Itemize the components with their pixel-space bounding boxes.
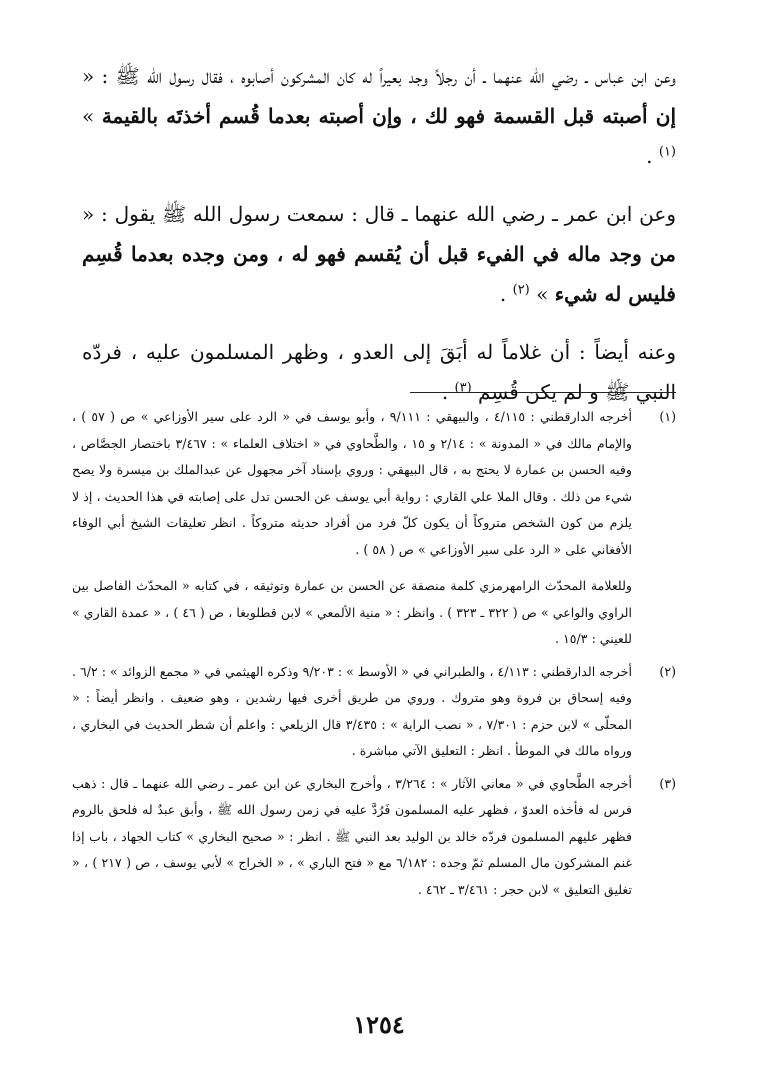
footnote-2 bbox=[72, 659, 676, 765]
footnote-ref-1[interactable]: (١) bbox=[658, 144, 676, 160]
p2-close-quote: » bbox=[536, 282, 555, 306]
main-text bbox=[82, 56, 676, 430]
footnote-subparagraph: وللعلامة المحدّث الرامهرمزي كلمة منصفة عن الحسن بن عمارة وتوثيقه ، في كتابه « المحدّث الفاصل بين الراوي والواعي » ص ( ٣٢٢ ـ ٣٢٣ ) . وانظر : « منية الألمعي » لابن قطلوبغا ، ص ( ٤٦ ) ، « عمدة القاري » للعيني : ١٥/٣ . bbox=[72, 578, 632, 646]
p2-tail: . bbox=[499, 282, 513, 306]
p1-close-quote: » bbox=[82, 104, 102, 128]
footnote-number: (٣) bbox=[659, 775, 676, 791]
footnote-ref-2[interactable]: (٢) bbox=[512, 282, 530, 298]
footnotes bbox=[72, 404, 676, 909]
footnote-divider bbox=[410, 392, 676, 393]
footnote-ref-3[interactable]: (٣) bbox=[454, 380, 472, 396]
footnote-number: (٢) bbox=[659, 663, 676, 679]
footnote-text: أخرجه الطَّحاوي في « معاني الآثار » : ٣/٢٦٤ ، وأخرج البخاري عن ابن عمر ـ رضي الله عنهما ـ قال : ذهب فرس له فأخذه العدوّ ، فظهر عليه المسلمون فَرُدَّ عليه في زمن رسول الله ﷺ ، وأبق عبدٌ له فلحق بالروم فظهر عليهم المسلمون فردّه خالد بن الوليد بعد النبي ﷺ . انظر : « صحيح البخاري » كتاب الجهاد ، باب إذا غنم المشركون مال المسلم ثمّ وجده : ٦/١٨٢ مع « فتح الباري » ، « الخراج » لأبي يوسف ، ص ( ٢١٧ ) ، « تغليق التعليق » لابن حجر : ٣/٤٦١ ـ ٤٦٢ . bbox=[72, 775, 633, 897]
p2-intro: وعن ابن عمر ـ رضي الله عنهما ـ قال : سمعت رسول الله ﷺ يقول : « bbox=[82, 202, 676, 226]
footnote-text: أخرجه الدارقطني : ٤/١١٣ ، والطبراني في « الأوسط » : ٩/٢٠٣ وذكره الهيثمي في « مجمع الزوائد » : ٦/٢ . وفيه إسحاق بن فروة وهو متروك . وروي من طريق أخرى فيها رشدين ، وهو ضعيف . وانظر أيضاً : « المحلّى » لابن حزم : ٧/٣٠١ ، « نصب الراية » : ٣/٤٣٥ قال الزيلعي : واعلم أن شطر الحديث في البخاري ، ورواه مالك في الموطأ . انظر : التعليق الآتي مباشرة . bbox=[72, 663, 632, 758]
paragraph-3 bbox=[82, 332, 676, 412]
footnote-text: أخرجه الدارقطني : ٤/١١٥ ، والبيهقي : ٩/١١١ ، وأبو يوسف في « الرد على سير الأوزاعي » ص ( ٥٧ ) ، والإمام مالك في « المدونة » : ٢/١٤ و ١٥ ، والطَّحاوي في « اختلاف العلماء » : ٣/٤٦٧ باختصار الجصَّاص ، وفيه الحسن بن عمارة لا يحتج به ، قال البيهقي : وروي بإسناد آخر مجهول عن عبدالملك بن ميسرة ولا يصح شيء من ذلك . وقال الملا علي القاري : رواية أبي يوسف عن الحسن تدل على إصابته في هذا الحديث ، إذ لا يلزم من كون الشخص متروكاً أن يكون كلّ فرد من أفراد حديثه متروكاً . انظر تعليقات الشيخ أبي الوفاء الأفغاني على « الرد على سير الأوزاعي » ص ( ٥٨ ) . bbox=[72, 409, 633, 557]
paragraph-2 bbox=[82, 194, 676, 314]
footnote-number: (١) bbox=[659, 409, 676, 424]
p3-tail: . bbox=[441, 380, 455, 404]
p1-tail: . bbox=[646, 144, 659, 168]
p1-intro: وعن ابن عباس ـ رضي الله عنهما ـ أن رجلاً وجد بعيراً له كان المشركون أصابوه ، فقال رسول الله ﷺ : « bbox=[82, 64, 676, 88]
footnote-1 bbox=[72, 404, 676, 653]
p1-hadith-quote: إن أصبته قبل القسمة فهو لك ، وإن أصبته بعدما قُسم أخذتَه بالقيمة bbox=[101, 104, 676, 128]
page-number: ١٢٥٤ bbox=[353, 1010, 405, 1039]
footnote-3 bbox=[72, 771, 676, 904]
p2-hadith-quote: من وجد ماله في الفيء قبل أن يُقسم فهو له ، ومن وجده بعدما قُسِم فليس له شيء bbox=[82, 242, 676, 306]
paragraph-1 bbox=[82, 56, 676, 176]
p3-text: وعنه أيضاً : أن غلاماً له أبَقَ إلى العدو ، وظهر المسلمون عليه ، فردّه النبي ﷺ و لم يكن قُسِم bbox=[82, 340, 676, 404]
